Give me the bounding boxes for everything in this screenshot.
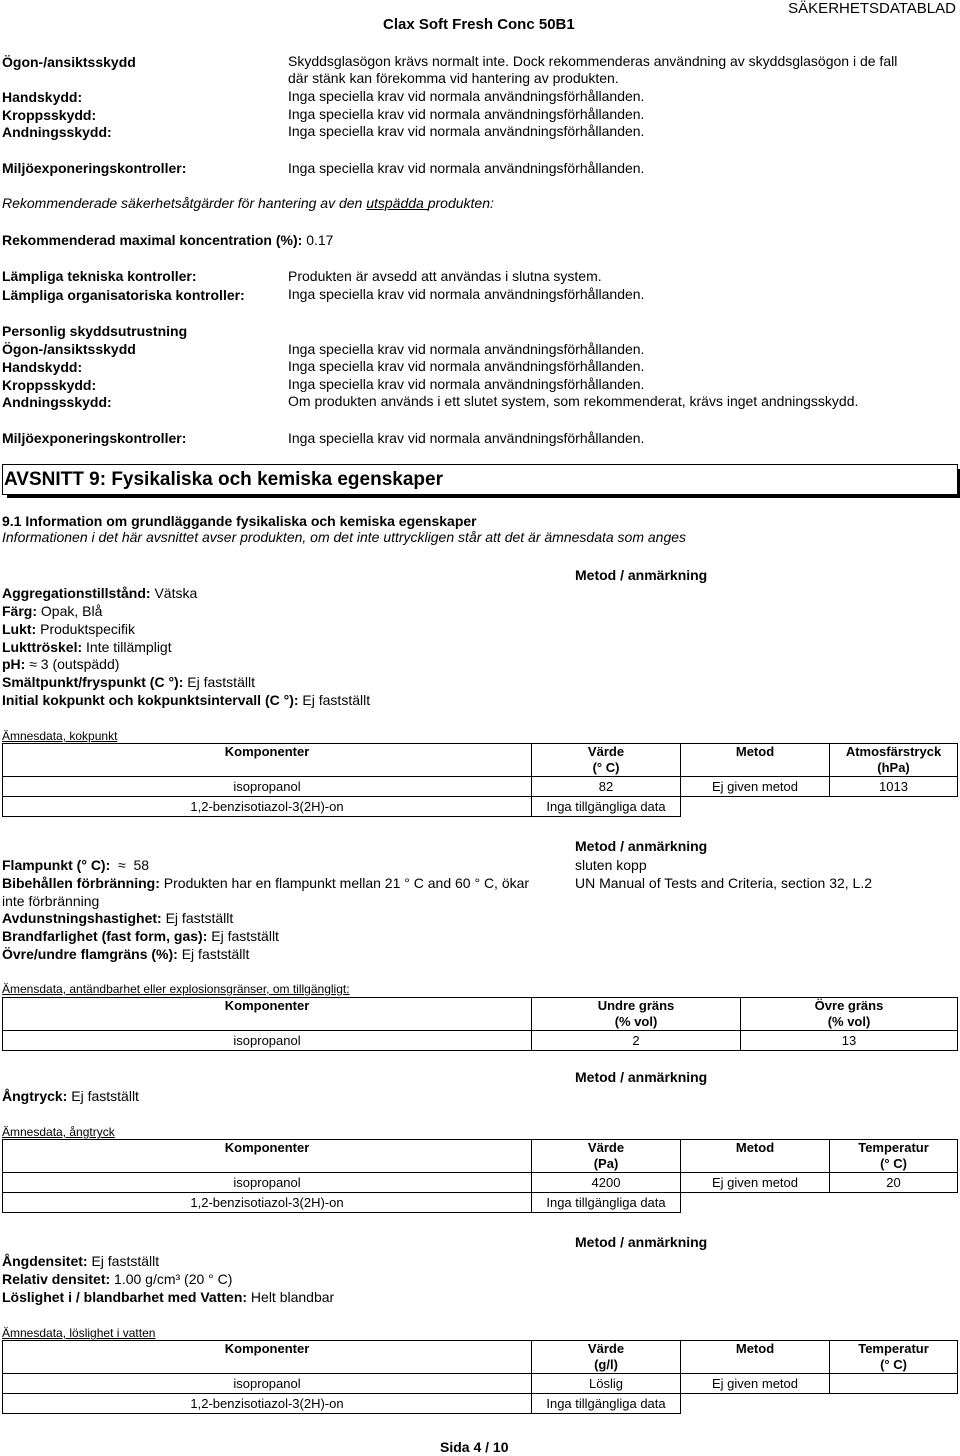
method-header-4: Metod / anmärkning [575, 1234, 708, 1250]
respiratory-protection-value: Inga speciella krav vid normala användningsförhållanden. [288, 123, 645, 139]
table-row [3, 797, 958, 817]
flash-point-value: 58 [133, 857, 150, 873]
physical-state-label: Aggregationstillstånd: [2, 585, 151, 601]
col-lower-limit [532, 998, 741, 1031]
vapor-table [2, 1139, 958, 1213]
cell-upper: 13 [741, 1031, 958, 1051]
relative-density-label: Relativ densitet: [2, 1271, 111, 1287]
flammability-label: Brandfarlighet (fast form, gas): [2, 928, 208, 944]
melting-point-value: Ej fastställt [187, 674, 255, 690]
col-temperature-title: Temperatur [858, 1140, 929, 1155]
flammability-value: Ej fastställt [211, 928, 279, 944]
diluted-heading-pre: Rekommenderade säkerhetsåtgärder för hantering av den [2, 195, 367, 211]
body-protection-value: Inga speciella krav vid normala användningsförhållanden. [288, 106, 645, 122]
physical-state [2, 585, 197, 602]
org-controls-value: Inga speciella krav vid normala användningsförhållanden. [288, 286, 645, 302]
solubility-label: Löslighet i / blandbarhet med Vatten: [2, 1289, 248, 1305]
table-row [3, 1374, 958, 1394]
table-row [3, 777, 958, 797]
table-row [3, 1193, 958, 1213]
col-lower-title: Undre gräns [597, 998, 675, 1013]
solubility-table-caption: Ämnesdata, löslighet i vatten [2, 1326, 156, 1340]
col-temperature-title: Temperatur [858, 1341, 929, 1356]
cell-value: Löslig [532, 1374, 681, 1394]
col-temperature-unit: (° C) [880, 1357, 907, 1372]
col-varde-unit: (g/l) [594, 1357, 618, 1372]
col-komponenter: Komponenter [3, 744, 532, 777]
cell-component: 1,2-benzisotiazol-3(2H)-on [3, 1394, 532, 1414]
cell-pressure [830, 797, 958, 817]
diluted-heading-underlined: utspädda [366, 195, 428, 211]
method-header-3: Metod / anmärkning [575, 1069, 708, 1085]
vapor-density-value: Ej fastställt [91, 1253, 160, 1269]
vapor-density [2, 1253, 159, 1270]
boiling-point-value: Ej fastställt [302, 692, 371, 708]
relative-density [2, 1271, 232, 1288]
col-varde [532, 744, 681, 777]
solubility-value: Helt blandbar [250, 1289, 335, 1305]
odor-threshold-label: Lukttröskel: [2, 639, 83, 655]
vapor-table-caption: Ämnesdata, ångtryck [2, 1125, 115, 1139]
color-label: Färg: [2, 603, 37, 619]
ph-value: 3 (outspädd) [40, 656, 120, 672]
sustained-combustion [2, 875, 529, 892]
cell-value: Inga tillgängliga data [532, 1193, 681, 1213]
col-atmospheric-title: Atmosfärstryck [845, 744, 942, 759]
odor-label: Lukt: [2, 621, 37, 637]
body-protection-label: Kroppsskydd: [2, 107, 97, 123]
eye-protection-value-1: Skyddsglasögon krävs normalt inte. Dock rekommenderas användning av skyddsglasögon i de fall [288, 53, 898, 69]
col-temperature [830, 1341, 958, 1374]
vapor-pressure-value: Ej fastställt [71, 1088, 139, 1104]
col-komponenter: Komponenter [3, 998, 532, 1031]
cell-method [681, 1394, 830, 1414]
col-varde [532, 1140, 681, 1173]
section-9-note: Informationen i det här avsnittet avser produkten, om det inte uttryckligen står att det är ämnesdata som anges [2, 529, 687, 545]
sustained-combustion-value-1: Produkten har en flampunkt mellan 21 ° C and 60 ° C, ökar [163, 875, 530, 891]
col-metod: Metod [681, 1341, 830, 1374]
cell-method [681, 797, 830, 817]
diluted-environment-label: Miljöexponeringskontroller: [2, 430, 187, 446]
cell-value: 4200 [532, 1173, 681, 1193]
boiling-table-caption: Ämnesdata, kokpunkt [2, 729, 118, 743]
sustained-combustion-method: UN Manual of Tests and Criteria, section 32, L.2 [575, 875, 873, 891]
melting-point-label: Smältpunkt/fryspunkt (C °): [2, 674, 184, 690]
diluted-body-label: Kroppsskydd: [2, 377, 97, 393]
diluted-eye-value: Inga speciella krav vid normala användningsförhållanden. [288, 341, 645, 357]
diluted-environment-value: Inga speciella krav vid normala användningsförhållanden. [288, 430, 645, 446]
odor-threshold [2, 639, 172, 656]
vapor-density-label: Ångdensitet: [2, 1253, 88, 1269]
sustained-combustion-value-2: inte förbränning [2, 893, 100, 909]
section-9-title: AVSNITT 9: Fysikaliska och kemiska egenskaper [4, 469, 443, 490]
table-row [3, 1394, 958, 1414]
odor [2, 621, 135, 638]
col-lower-unit: (% vol) [614, 1014, 658, 1029]
page-number: Sida 4 / 10 [440, 1439, 509, 1455]
col-komponenter: Komponenter [3, 1341, 532, 1374]
col-metod: Metod [681, 1140, 830, 1173]
cell-temperature: 20 [830, 1173, 958, 1193]
explosion-table-caption: Ämensdata, antändbarhet eller explosionsgränser, om tillgängligt: [2, 982, 350, 996]
respiratory-protection-label: Andningsskydd: [2, 124, 112, 140]
col-upper-unit: (% vol) [827, 1014, 871, 1029]
cell-value: 82 [532, 777, 681, 797]
cell-temperature [830, 1374, 958, 1394]
flammable-limits-value: Ej fastställt [181, 946, 250, 962]
col-komponenter: Komponenter [3, 1140, 532, 1173]
evaporation-rate-value: Ej fastställt [165, 910, 234, 926]
col-varde-unit: (° C) [592, 760, 620, 775]
flammability [2, 928, 279, 945]
col-varde [532, 1341, 681, 1374]
diluted-hand-label: Handskydd: [2, 359, 83, 375]
method-header-1: Metod / anmärkning [575, 567, 708, 583]
method-header-2: Metod / anmärkning [575, 838, 708, 854]
cell-method: Ej given metod [681, 1173, 830, 1193]
col-varde-title: Värde [587, 744, 625, 759]
max-concentration-value: 0.17 [306, 232, 334, 248]
vapor-pressure-label: Ångtryck: [2, 1088, 68, 1104]
environmental-controls-value: Inga speciella krav vid normala användningsförhållanden. [288, 160, 645, 176]
flash-point-label: Flampunkt (° C): [2, 857, 111, 873]
cell-value: Inga tillgängliga data [532, 1394, 681, 1414]
col-varde-title: Värde [587, 1341, 625, 1356]
boiling-table [2, 743, 958, 817]
solubility-table [2, 1340, 958, 1414]
col-varde-title: Värde [587, 1140, 625, 1155]
flash-point-method: sluten kopp [575, 857, 647, 873]
cell-component: isopropanol [3, 1031, 532, 1051]
cell-method: Ej given metod [681, 1374, 830, 1394]
diluted-heading-post: produkten: [427, 195, 494, 211]
approx-icon: ≈ [118, 857, 126, 873]
cell-value: Inga tillgängliga data [532, 797, 681, 817]
cell-lower: 2 [532, 1031, 741, 1051]
diluted-eye-label: Ögon-/ansiktsskydd [2, 341, 136, 357]
cell-component: 1,2-benzisotiazol-3(2H)-on [3, 1193, 532, 1213]
table-row [3, 1031, 958, 1051]
evaporation-rate [2, 910, 233, 927]
section-9-banner [2, 464, 958, 495]
melting-point [2, 674, 255, 691]
hand-protection-value: Inga speciella krav vid normala användningsförhållanden. [288, 88, 645, 104]
physical-state-value: Vätska [154, 585, 198, 601]
ppe-label: Personlig skyddsutrustning [2, 323, 188, 339]
relative-density-value: 1.00 g/cm³ (20 ° C) [114, 1271, 233, 1287]
cell-method [681, 1193, 830, 1213]
boiling-point-label: Initial kokpunkt och kokpunktsintervall (C °): [2, 692, 299, 708]
tech-controls-value: Produkten är avsedd att användas i slutna system. [288, 268, 602, 284]
ph [2, 656, 119, 673]
vapor-pressure [2, 1088, 139, 1105]
evaporation-rate-label: Avdunstningshastighet: [2, 910, 162, 926]
eye-protection-label: Ögon-/ansiktsskydd [2, 54, 136, 70]
ph-label: pH: [2, 656, 26, 672]
diluted-heading [2, 195, 494, 212]
document-title: Clax Soft Fresh Conc 50B1 [383, 16, 575, 33]
cell-component: isopropanol [3, 1173, 532, 1193]
odor-threshold-value: Inte tillämpligt [86, 639, 172, 655]
cell-temperature [830, 1394, 958, 1414]
diluted-respiratory-value: Om produkten används i ett slutet system, som rekommenderat, krävs inget andningsskydd. [288, 393, 859, 409]
col-temperature-unit: (° C) [880, 1156, 907, 1171]
diluted-body-value: Inga speciella krav vid normala användningsförhållanden. [288, 376, 645, 392]
cell-component: isopropanol [3, 777, 532, 797]
cell-component: isopropanol [3, 1374, 532, 1394]
col-atmospheric [830, 744, 958, 777]
cell-pressure: 1013 [830, 777, 958, 797]
environmental-controls-label: Miljöexponeringskontroller: [2, 160, 187, 176]
solubility [2, 1289, 334, 1306]
flash-point [2, 857, 149, 874]
boiling-point [2, 692, 370, 709]
document-type: SÄKERHETSDATABLAD [788, 0, 956, 17]
col-varde-unit: (Pa) [593, 1156, 619, 1171]
section-9-subtitle: 9.1 Information om grundläggande fysikaliska och kemiska egenskaper [2, 513, 477, 529]
flammable-limits [2, 946, 249, 963]
max-concentration [2, 232, 333, 249]
cell-component: 1,2-benzisotiazol-3(2H)-on [3, 797, 532, 817]
col-upper-title: Övre gräns [814, 998, 884, 1013]
col-upper-limit [741, 998, 958, 1031]
diluted-hand-value: Inga speciella krav vid normala användningsförhållanden. [288, 358, 645, 374]
org-controls-label: Lämpliga organisatoriska kontroller: [2, 287, 245, 303]
sustained-combustion-label: Bibehållen förbränning: [2, 875, 160, 891]
tech-controls-label: Lämpliga tekniska kontroller: [2, 268, 197, 284]
table-row [3, 1173, 958, 1193]
color-value: Opak, Blå [40, 603, 103, 619]
flammable-limits-label: Övre/undre flamgräns (%): [2, 946, 178, 962]
col-metod: Metod [681, 744, 830, 777]
color [2, 603, 102, 620]
col-atmospheric-unit: (hPa) [877, 760, 910, 775]
approx-icon: ≈ [29, 656, 37, 672]
cell-temperature [830, 1193, 958, 1213]
col-temperature [830, 1140, 958, 1173]
eye-protection-value-2: där stänk kan förekomma vid hantering av produkten. [288, 70, 619, 86]
odor-value: Produktspecifik [40, 621, 136, 637]
hand-protection-label: Handskydd: [2, 89, 83, 105]
explosion-table [2, 997, 958, 1051]
max-concentration-label: Rekommenderad maximal koncentration (%): [2, 232, 303, 248]
cell-method: Ej given metod [681, 777, 830, 797]
diluted-respiratory-label: Andningsskydd: [2, 394, 112, 410]
